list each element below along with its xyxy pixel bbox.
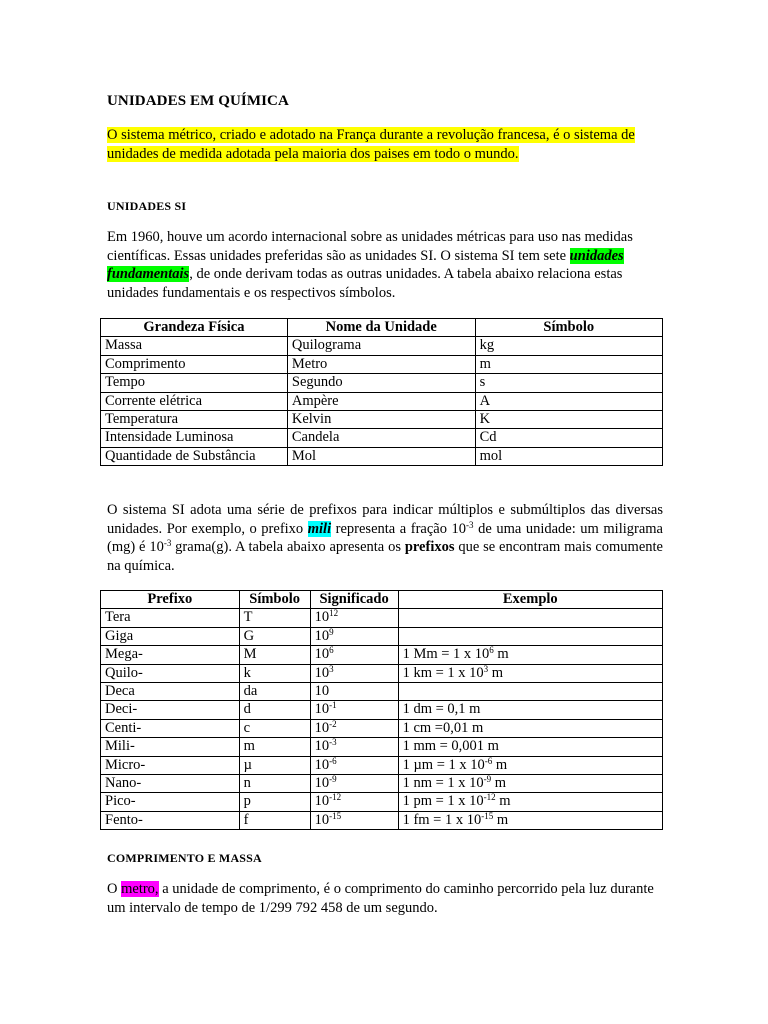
- prefix-exponent: -3: [163, 538, 172, 548]
- symbol-cell: T: [239, 609, 310, 627]
- prefix-cell: Tera: [101, 609, 240, 627]
- example-text: 1 km = 1 x 10: [402, 664, 484, 681]
- meaning-base: 10: [314, 627, 330, 644]
- example-cell: [398, 774, 662, 792]
- si-paragraph: [107, 228, 663, 302]
- example-exponent: -9: [483, 773, 492, 784]
- meaning-base: 10: [314, 701, 330, 718]
- example-cell: [398, 811, 662, 829]
- example-cell: [398, 756, 662, 774]
- table-row: [101, 646, 663, 664]
- si-paragraph-highlight: unidades fundamentais: [107, 247, 624, 282]
- prefix-text-d: grama(g). A tabela abaixo apresenta os: [171, 539, 405, 555]
- meaning-base: 10: [314, 774, 330, 791]
- meaning-exponent: -12: [329, 792, 342, 803]
- metro-text-a: O: [107, 881, 122, 897]
- table-row: [101, 609, 663, 627]
- table-row: [101, 756, 663, 774]
- example-cell: [398, 719, 662, 737]
- meaning-cell: [310, 793, 398, 811]
- meaning-cell: [310, 719, 398, 737]
- si-paragraph-text-a: Em 1960, houve um acordo internacional sobre as unidades métricas para uso nas medidas científicas. Essas unidades preferidas são as unidades SI. O sistema SI tem sete: [107, 229, 633, 264]
- prefix-cell: Deca: [101, 682, 240, 700]
- meaning-exponent: -9: [329, 773, 337, 784]
- intro-highlight: O sistema métrico, criado e adotado na França durante a revolução francesa, é o sistema de unidades de medida adotada pela maioria dos paises em todo o mundo.: [107, 127, 635, 162]
- table-cell: Mol: [287, 447, 475, 465]
- table-row: [101, 392, 663, 410]
- metro-paragraph: [107, 880, 663, 917]
- symbol-cell: G: [239, 627, 310, 645]
- prefix-header-cell: Prefixo: [101, 591, 240, 609]
- prefix-text-e: que se encontram mais comumente na química.: [107, 539, 663, 574]
- table-cell: A: [475, 392, 662, 410]
- example-exponent: 6: [489, 645, 494, 656]
- prefix-paragraph: [107, 501, 663, 575]
- table-row: [101, 701, 663, 719]
- table-row: [101, 738, 663, 756]
- si-header-cell: Grandeza Física: [101, 319, 288, 337]
- table-cell: Metro: [287, 355, 475, 373]
- intro-paragraph: [107, 126, 667, 164]
- symbol-cell: c: [239, 719, 310, 737]
- meaning-cell: [310, 774, 398, 792]
- example-cell: [398, 701, 662, 719]
- example-unit: m: [493, 646, 509, 663]
- table-cell: K: [475, 410, 662, 428]
- prefix-text-b: representa a fração 10: [331, 520, 467, 537]
- example-unit: m: [491, 774, 507, 791]
- table-cell: Corrente elétrica: [101, 392, 288, 410]
- prefix-cell: Micro-: [101, 756, 240, 774]
- symbol-cell: p: [239, 793, 310, 811]
- prefix-header-cell: Símbolo: [239, 591, 310, 609]
- example-exponent: -6: [484, 755, 493, 766]
- prefix-table: [100, 590, 663, 830]
- table-row: [101, 664, 663, 682]
- meaning-cell: [310, 811, 398, 829]
- example-cell: [398, 682, 662, 700]
- example-text: 1 dm = 0,1 m: [402, 701, 481, 718]
- si-paragraph-text-b: , de onde derivam todas as outras unidades. A tabela abaixo relaciona estas unidades fundamentais e os respectivos símbolos.: [107, 266, 623, 301]
- meaning-exponent: 9: [329, 626, 334, 637]
- meaning-exponent: -6: [329, 755, 337, 766]
- example-exponent: -12: [483, 792, 496, 803]
- example-text: 1 nm = 1 x 10: [402, 774, 484, 791]
- prefix-header-cell: Significado: [310, 591, 398, 609]
- table-row: [101, 374, 663, 392]
- meaning-base: 10: [314, 609, 330, 626]
- table-cell: Comprimento: [101, 355, 288, 373]
- table-row: [101, 793, 663, 811]
- meaning-base: 10: [314, 756, 330, 773]
- prefix-text-c: de uma unidade: um miligrama (mg) é 10: [107, 520, 663, 555]
- prefix-header-cell: Exemplo: [398, 591, 662, 609]
- prefix-cell: Deci-: [101, 701, 240, 719]
- meaning-exponent: -3: [329, 737, 337, 748]
- si-header-cell: Nome da Unidade: [287, 319, 475, 337]
- prefix-cell: Mili-: [101, 738, 240, 756]
- meaning-cell: [310, 627, 398, 645]
- prefixos-bold: prefixos: [404, 539, 455, 555]
- meaning-base: 10: [314, 682, 330, 699]
- mili-highlight: mili: [307, 520, 332, 537]
- prefix-exponent: -3: [466, 519, 474, 530]
- table-cell: Cd: [475, 429, 662, 447]
- meaning-exponent: -1: [329, 700, 337, 711]
- meaning-cell: [310, 701, 398, 719]
- table-row: [101, 410, 663, 428]
- table-cell: mol: [475, 447, 662, 465]
- symbol-cell: f: [239, 811, 310, 829]
- prefix-cell: Pico-: [101, 793, 240, 811]
- table-cell: Kelvin: [287, 410, 475, 428]
- meaning-exponent: 6: [329, 645, 334, 656]
- meaning-cell: [310, 664, 398, 682]
- example-exponent: 3: [483, 663, 489, 674]
- example-unit: m: [493, 811, 509, 828]
- table-cell: Ampère: [287, 392, 475, 410]
- table-row: [101, 355, 663, 373]
- table-cell: Segundo: [287, 374, 475, 392]
- si-units-table: [100, 318, 663, 466]
- symbol-cell: da: [239, 682, 310, 700]
- example-text: 1 Mm = 1 x 10: [402, 646, 490, 663]
- symbol-cell: m: [239, 738, 310, 756]
- prefix-cell: Quilo-: [101, 664, 240, 682]
- example-text: 1 cm =0,01 m: [402, 719, 484, 736]
- table-cell: s: [475, 374, 662, 392]
- prefix-cell: Centi-: [101, 719, 240, 737]
- example-exponent: -15: [481, 810, 494, 821]
- prefix-text-a: O sistema SI adota uma série de prefixos para indicar múltiplos e submúltiplos das diversas unidades. Por exemplo, o prefixo: [107, 502, 663, 537]
- meaning-base: 10: [314, 793, 330, 810]
- symbol-cell: µ: [239, 756, 310, 774]
- table-row: [101, 811, 663, 829]
- meaning-base: 10: [314, 664, 330, 681]
- example-cell: [398, 609, 662, 627]
- symbol-cell: n: [239, 774, 310, 792]
- meaning-exponent: -2: [329, 718, 337, 729]
- example-cell: [398, 664, 662, 682]
- example-text: 1 µm = 1 x 10: [402, 756, 485, 773]
- example-cell: [398, 646, 662, 664]
- example-unit: m: [495, 793, 511, 810]
- table-cell: m: [475, 355, 662, 373]
- metro-highlight: metro,: [121, 881, 159, 897]
- meaning-exponent: -15: [329, 810, 342, 821]
- meaning-cell: [310, 756, 398, 774]
- prefix-cell: Mega-: [101, 646, 240, 664]
- table-row: [101, 627, 663, 645]
- prefix-cell: Nano-: [101, 774, 240, 792]
- example-text: 1 mm = 0,001 m: [402, 738, 499, 755]
- table-cell: Candela: [287, 429, 475, 447]
- symbol-cell: d: [239, 701, 310, 719]
- prefix-cell: Fento-: [101, 811, 240, 829]
- meaning-cell: [310, 682, 398, 700]
- table-cell: Massa: [101, 337, 288, 355]
- meaning-cell: [310, 738, 398, 756]
- meaning-base: 10: [314, 811, 330, 828]
- table-cell: kg: [475, 337, 662, 355]
- si-table-header-row: [101, 319, 663, 337]
- section-heading-comprimento: COMPRIMENTO E MASSA: [107, 851, 262, 865]
- table-cell: Temperatura: [101, 410, 288, 428]
- meaning-exponent: 3: [329, 663, 334, 674]
- page-title: UNIDADES EM QUÍMICA: [107, 93, 289, 109]
- example-cell: [398, 627, 662, 645]
- table-cell: Tempo: [101, 374, 288, 392]
- table-cell: Quantidade de Substância: [101, 447, 288, 465]
- meaning-exponent: 12: [329, 608, 339, 619]
- section-heading-si: UNIDADES SI: [107, 199, 187, 213]
- example-unit: m: [488, 664, 504, 681]
- table-row: [101, 719, 663, 737]
- table-row: [101, 774, 663, 792]
- table-cell: Intensidade Luminosa: [101, 429, 288, 447]
- meaning-base: 10: [314, 719, 330, 736]
- table-cell: Quilograma: [287, 337, 475, 355]
- metro-text-b: a unidade de comprimento, é o comprimento do caminho percorrido pela luz durante um intervalo de tempo de 1/299 792 458 de um segundo.: [107, 881, 654, 916]
- prefix-cell: Giga: [101, 627, 240, 645]
- meaning-base: 10: [314, 646, 330, 663]
- example-text: 1 fm = 1 x 10: [402, 811, 482, 828]
- example-text: 1 pm = 1 x 10: [402, 793, 484, 810]
- symbol-cell: k: [239, 664, 310, 682]
- symbol-cell: M: [239, 646, 310, 664]
- table-row: [101, 447, 663, 465]
- example-unit: m: [492, 756, 508, 773]
- table-row: [101, 429, 663, 447]
- table-row: [101, 682, 663, 700]
- example-cell: [398, 793, 662, 811]
- example-cell: [398, 738, 662, 756]
- table-row: [101, 337, 663, 355]
- meaning-cell: [310, 609, 398, 627]
- prefix-table-header-row: [101, 591, 663, 609]
- meaning-base: 10: [314, 738, 330, 755]
- si-header-cell: Símbolo: [475, 319, 662, 337]
- meaning-cell: [310, 646, 398, 664]
